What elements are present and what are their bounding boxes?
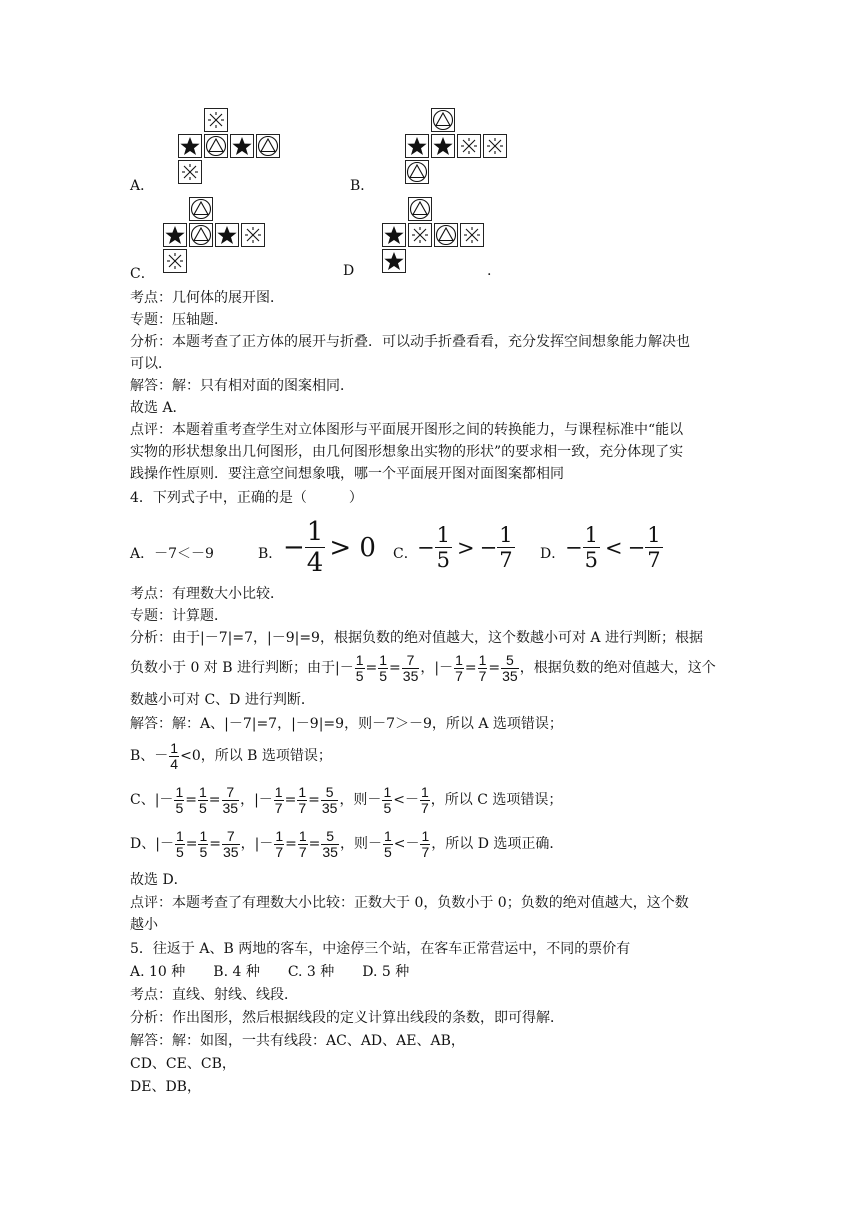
numerator: 1 <box>379 651 388 668</box>
denominator: 5 <box>436 548 450 572</box>
minus-sign: − <box>283 532 305 563</box>
option-a-label: A． <box>130 178 155 194</box>
asterisk-mark-icon <box>204 108 228 132</box>
equals: = <box>389 660 401 676</box>
q5-kaodian: 考点：直线、射线、线段． <box>130 987 298 1003</box>
denominator: 7 <box>275 843 284 860</box>
denominator: 5 <box>175 799 184 816</box>
option-d-label: D <box>343 263 355 279</box>
triangle-in-circle-icon <box>189 223 213 247</box>
asterisk-mark-icon <box>163 249 187 273</box>
text: ，|－ <box>420 660 454 676</box>
q4-jieda-b <box>130 738 332 774</box>
asterisk-mark-icon <box>460 223 484 247</box>
q4-option-d-expr <box>565 523 663 572</box>
numerator: 5 <box>321 829 339 845</box>
equals: = <box>285 836 297 852</box>
triangle-in-circle-icon <box>405 160 429 184</box>
numerator: 1 <box>275 827 284 844</box>
star-icon <box>178 134 202 158</box>
minus-sign: − <box>627 535 646 560</box>
text: 负数小于 0 对 B 进行判断；由于|－ <box>130 660 354 676</box>
q4-option-d-label: D． <box>540 546 566 562</box>
numerator: 1 <box>383 827 392 844</box>
equals: = <box>209 836 222 852</box>
numerator: 1 <box>170 739 179 756</box>
star-icon <box>382 223 406 247</box>
numerator: 1 <box>298 827 307 844</box>
denominator: 5 <box>383 799 392 816</box>
equals: = <box>464 660 477 676</box>
asterisk-mark-icon <box>241 223 265 247</box>
option-c-label: C． <box>130 266 155 282</box>
q4-jieda-d <box>130 826 563 862</box>
numerator: 1 <box>584 523 598 547</box>
q3-zhuanti: 专题：压轴题． <box>130 312 228 328</box>
numerator: 1 <box>175 827 184 844</box>
numerator: 1 <box>455 651 463 668</box>
denominator: 7 <box>455 667 463 684</box>
q5-options: A. 10 种 B. 4 种 C. 3 种 D. 5 种 <box>130 964 410 980</box>
text: ，|－ <box>240 836 274 852</box>
q4-dianping-2: 越小 <box>130 917 158 933</box>
text: ，根据负数的绝对值越大，这个 <box>519 660 716 676</box>
equals: = <box>365 660 378 676</box>
q4-option-b-label: B． <box>258 546 283 562</box>
q4-stem: 4．下列式子中，正确的是（ ） <box>130 490 363 506</box>
numerator: 1 <box>421 827 430 844</box>
denominator: 35 <box>223 843 239 860</box>
q5-fenxi: 分析：作出图形，然后根据线段的定义计算出线段的条数，即可得解． <box>130 1010 564 1026</box>
text: <0，所以 B 选项错误； <box>180 748 332 764</box>
text: C、|－ <box>130 792 174 808</box>
numerator: 1 <box>420 783 429 800</box>
denominator: 7 <box>421 843 430 860</box>
denominator: 5 <box>383 843 392 860</box>
denominator: 35 <box>222 799 239 816</box>
numerator: 1 <box>478 651 487 668</box>
q5-jieda-1: 解答：解：如图，一共有线段：AC、AD、AE、AB， <box>130 1033 465 1049</box>
equals: = <box>308 836 321 852</box>
numerator: 1 <box>274 783 283 800</box>
q4-option-c-label: C． <box>393 546 418 562</box>
text: B、－ <box>130 748 169 764</box>
numerator: 1 <box>355 651 364 668</box>
numerator: 1 <box>647 523 661 547</box>
denominator: 7 <box>499 548 513 572</box>
q4-option-a: A．－7＜－9 <box>130 546 214 562</box>
star-icon <box>163 223 187 247</box>
text: ，则－ <box>339 836 382 852</box>
equals: = <box>208 792 221 808</box>
denominator: 7 <box>647 548 661 572</box>
asterisk-mark-icon <box>178 160 202 184</box>
q4-kaodian: 考点：有理数大小比较． <box>130 586 284 602</box>
minus-sign: − <box>417 535 435 560</box>
denominator: 4 <box>170 755 179 772</box>
numerator: 5 <box>321 785 339 801</box>
triangle-in-circle-icon <box>431 108 455 132</box>
denominator: 5 <box>355 667 364 684</box>
triangle-in-circle-icon <box>204 134 228 158</box>
star-icon <box>382 249 406 273</box>
numerator: 1 <box>198 783 207 800</box>
denominator: 35 <box>502 667 518 684</box>
equals: = <box>185 836 198 852</box>
q3-dianping-1: 点评：本题着重考查学生对立体图形与平面展开图形之间的转换能力，与课程标准中“能以 <box>130 422 684 438</box>
numerator: 5 <box>501 653 519 669</box>
denominator: 4 <box>306 548 324 578</box>
q4-guxuan: 故选 D． <box>130 872 188 888</box>
denominator: 5 <box>198 799 207 816</box>
equals: = <box>284 792 297 808</box>
equals: = <box>308 792 320 808</box>
numerator: 1 <box>175 783 184 800</box>
numerator: 1 <box>383 783 392 800</box>
numerator: 7 <box>402 653 420 669</box>
text: ，|－ <box>240 792 273 808</box>
star-icon <box>215 223 239 247</box>
minus-sign: − <box>565 535 583 560</box>
option-d-period: . <box>487 263 492 279</box>
q4-dianping-1: 点评：本题考查了有理数大小比较：正数大于 0，负数小于 0；负数的绝对值越大，这个数 <box>130 895 689 911</box>
denominator: 35 <box>321 799 338 816</box>
asterisk-mark-icon <box>483 134 507 158</box>
numerator: 1 <box>298 783 307 800</box>
relation: > <box>456 535 475 560</box>
q3-jieda: 解答：解：只有相对面的图案相同． <box>130 378 354 394</box>
q5-stem: 5．往返于 A、B 两地的客车，中途停三个站，在客车正常营运中，不同的票价有 <box>130 941 631 957</box>
triangle-in-circle-icon <box>408 197 432 221</box>
numerator: 1 <box>499 523 513 547</box>
text: <－ <box>393 792 419 808</box>
q4-fenxi-1: 分析：由于|－7|=7，|－9|=9，根据负数的绝对值越大，这个数越小可对 A 进行判断；根据 <box>130 630 703 646</box>
numerator: 7 <box>222 785 240 801</box>
star-icon <box>431 134 455 158</box>
triangle-in-circle-icon <box>256 134 280 158</box>
star-icon <box>230 134 254 158</box>
minus-sign: − <box>479 535 498 560</box>
denominator: 7 <box>478 667 487 684</box>
denominator: 7 <box>298 799 307 816</box>
q5-line-2: CD、CE、CB， <box>130 1056 236 1072</box>
numerator: 1 <box>199 827 208 844</box>
text: <－ <box>393 836 420 852</box>
denominator: 5 <box>175 843 184 860</box>
option-b-label: B． <box>350 178 375 194</box>
text: D、|－ <box>130 836 174 852</box>
q3-dianping-3: 践操作性原则．要注意空间想象哦，哪一个平面展开图对面图案都相同 <box>130 466 564 482</box>
q3-fenxi-1: 分析：本题考查了正方体的展开与折叠．可以动手折叠看看，充分发挥空间想象能力解决也 <box>130 334 690 350</box>
triangle-in-circle-icon <box>434 223 458 247</box>
star-icon <box>405 134 429 158</box>
text: ，所以 D 选项正确． <box>431 836 564 852</box>
numerator: 1 <box>306 517 324 547</box>
triangle-in-circle-icon <box>189 197 213 221</box>
asterisk-mark-icon <box>457 134 481 158</box>
equals: = <box>185 792 197 808</box>
q4-jieda-1: 解答：解：A、|－7|=7，|－9|=9，则－7＞－9，所以 A 选项错误； <box>130 716 563 732</box>
denominator: 5 <box>199 843 208 860</box>
relation: > 0 <box>329 532 376 563</box>
numerator: 1 <box>436 523 450 547</box>
asterisk-mark-icon <box>408 223 432 247</box>
q4-jieda-c <box>130 782 562 818</box>
q4-option-c-expr <box>417 523 515 572</box>
denominator: 5 <box>379 667 388 684</box>
q3-kaodian: 考点：几何体的展开图． <box>130 290 284 306</box>
q5-line-3: DE、DB， <box>130 1079 201 1095</box>
text: ，则－ <box>339 792 382 808</box>
q4-fenxi-3: 数越小可对 C、D 进行判断． <box>130 692 315 708</box>
denominator: 35 <box>402 667 419 684</box>
q4-option-b-expr <box>283 517 376 578</box>
denominator: 7 <box>274 799 283 816</box>
denominator: 35 <box>322 843 338 860</box>
numerator: 7 <box>222 829 240 845</box>
relation: < <box>604 535 623 560</box>
q4-fenxi-2 <box>130 650 716 686</box>
q3-guxuan: 故选 A． <box>130 400 187 416</box>
denominator: 5 <box>584 548 598 572</box>
q4-zhuanti: 专题：计算题． <box>130 608 228 624</box>
q3-fenxi-2: 可以． <box>130 356 172 372</box>
denominator: 7 <box>298 843 307 860</box>
text: ，所以 C 选项错误； <box>430 792 563 808</box>
denominator: 7 <box>420 799 429 816</box>
equals: = <box>488 660 501 676</box>
q3-dianping-2: 实物的形状想象出几何图形，由几何图形想象出实物的形状”的要求相一致，充分体现了实 <box>130 444 684 460</box>
